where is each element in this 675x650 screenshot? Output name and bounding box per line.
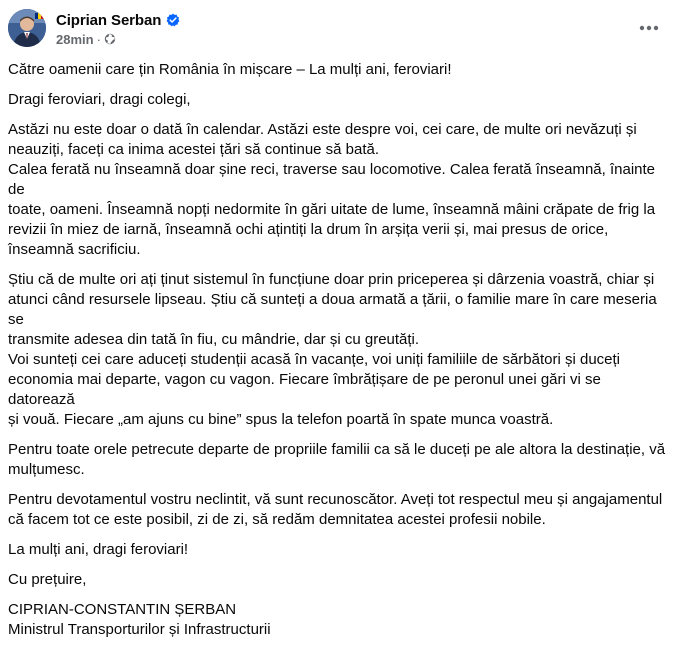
- author-row: [56, 10, 180, 30]
- signature-name: CIPRIAN-CONSTANTIN ȘERBAN: [8, 601, 237, 618]
- post-paragraph: [8, 490, 668, 530]
- text-line: Știu că de multe ori ați ținut sistemul în funcțiune doar prin priceperea și dârzenia voastră, chiar și: [8, 271, 655, 288]
- text-line: Pentru toate orele petrecute departe de propriile familii ca să le duceți pe ale altora la destinație, vă: [8, 441, 666, 458]
- post-timestamp[interactable]: 28min: [56, 31, 94, 47]
- author-name[interactable]: Ciprian Serban: [56, 11, 162, 29]
- more-options-icon: [639, 25, 659, 31]
- meta-separator: ·: [96, 31, 101, 47]
- text-line: transmite adesea din tată în fiu, cu mândrie, dar și cu greutăți.: [8, 331, 420, 348]
- verified-badge-icon: [166, 13, 180, 27]
- text-line: Calea ferată nu înseamnă doar șine reci, traverse sau locomotive. Calea ferată înseamnă, înainte de: [8, 161, 656, 198]
- post-text: [8, 60, 668, 650]
- avatar[interactable]: [8, 9, 46, 47]
- text-line: revizii în miez de iarnă, înseamnă ochi ațintiți la drum în arșița verii și, mai presus de orice,: [8, 221, 609, 238]
- post-paragraph: [8, 440, 668, 480]
- text-line: Astăzi nu este doar o dată în calendar. Astăzi este despre voi, cei care, de multe ori nevăzuți și: [8, 121, 637, 138]
- post-paragraph: Către oamenii care țin România în mișcare – La mulți ani, feroviari!: [8, 61, 452, 78]
- more-options-button[interactable]: [635, 14, 663, 42]
- text-line: Voi sunteți cei care aduceți studenții acasă în vacanțe, voi uniți familiile de sărbători și duceți: [8, 351, 620, 368]
- post-paragraph: Cu prețuire,: [8, 571, 87, 588]
- post-paragraph: [8, 270, 668, 430]
- post-meta: [56, 31, 116, 47]
- text-line: și vouă. Fiecare „am ajuns cu bine” spus la telefon poartă în spate munca voastră.: [8, 411, 554, 428]
- post-paragraph: La mulți ani, dragi feroviari!: [8, 541, 189, 558]
- text-line: Pentru devotamentul vostru neclintit, vă sunt recunoscător. Aveți tot respectul meu și angajamentul: [8, 491, 663, 508]
- globe-icon[interactable]: [104, 33, 116, 45]
- avatar-image: [8, 9, 46, 47]
- text-line: atunci când resursele lipseau. Știu că sunteți a doua armată a țării, o familie mare în care meseria se: [8, 291, 657, 328]
- signature: [8, 600, 668, 640]
- signature-role: Ministrul Transporturilor și Infrastructurii: [8, 621, 271, 638]
- text-line: mulțumesc.: [8, 461, 85, 478]
- text-line: toate, oameni. Înseamnă nopți nedormite în gări uitate de lume, înseamnă mâini crăpate de frig la: [8, 201, 656, 218]
- post-header: [0, 0, 675, 56]
- post-paragraph: [8, 120, 668, 260]
- text-line: neauziți, faceți ca inima acestei țări să continue să bată.: [8, 141, 380, 158]
- text-line: înseamnă sacrificiu.: [8, 241, 141, 258]
- text-line: economia mai departe, vagon cu vagon. Fiecare îmbrățișare de pe peronul unei gări vi se datorează: [8, 371, 601, 408]
- text-line: că facem tot ce este posibil, zi de zi, să redăm demnitatea acestei profesii nobile.: [8, 511, 546, 528]
- post-paragraph: Dragi feroviari, dragi colegi,: [8, 91, 191, 108]
